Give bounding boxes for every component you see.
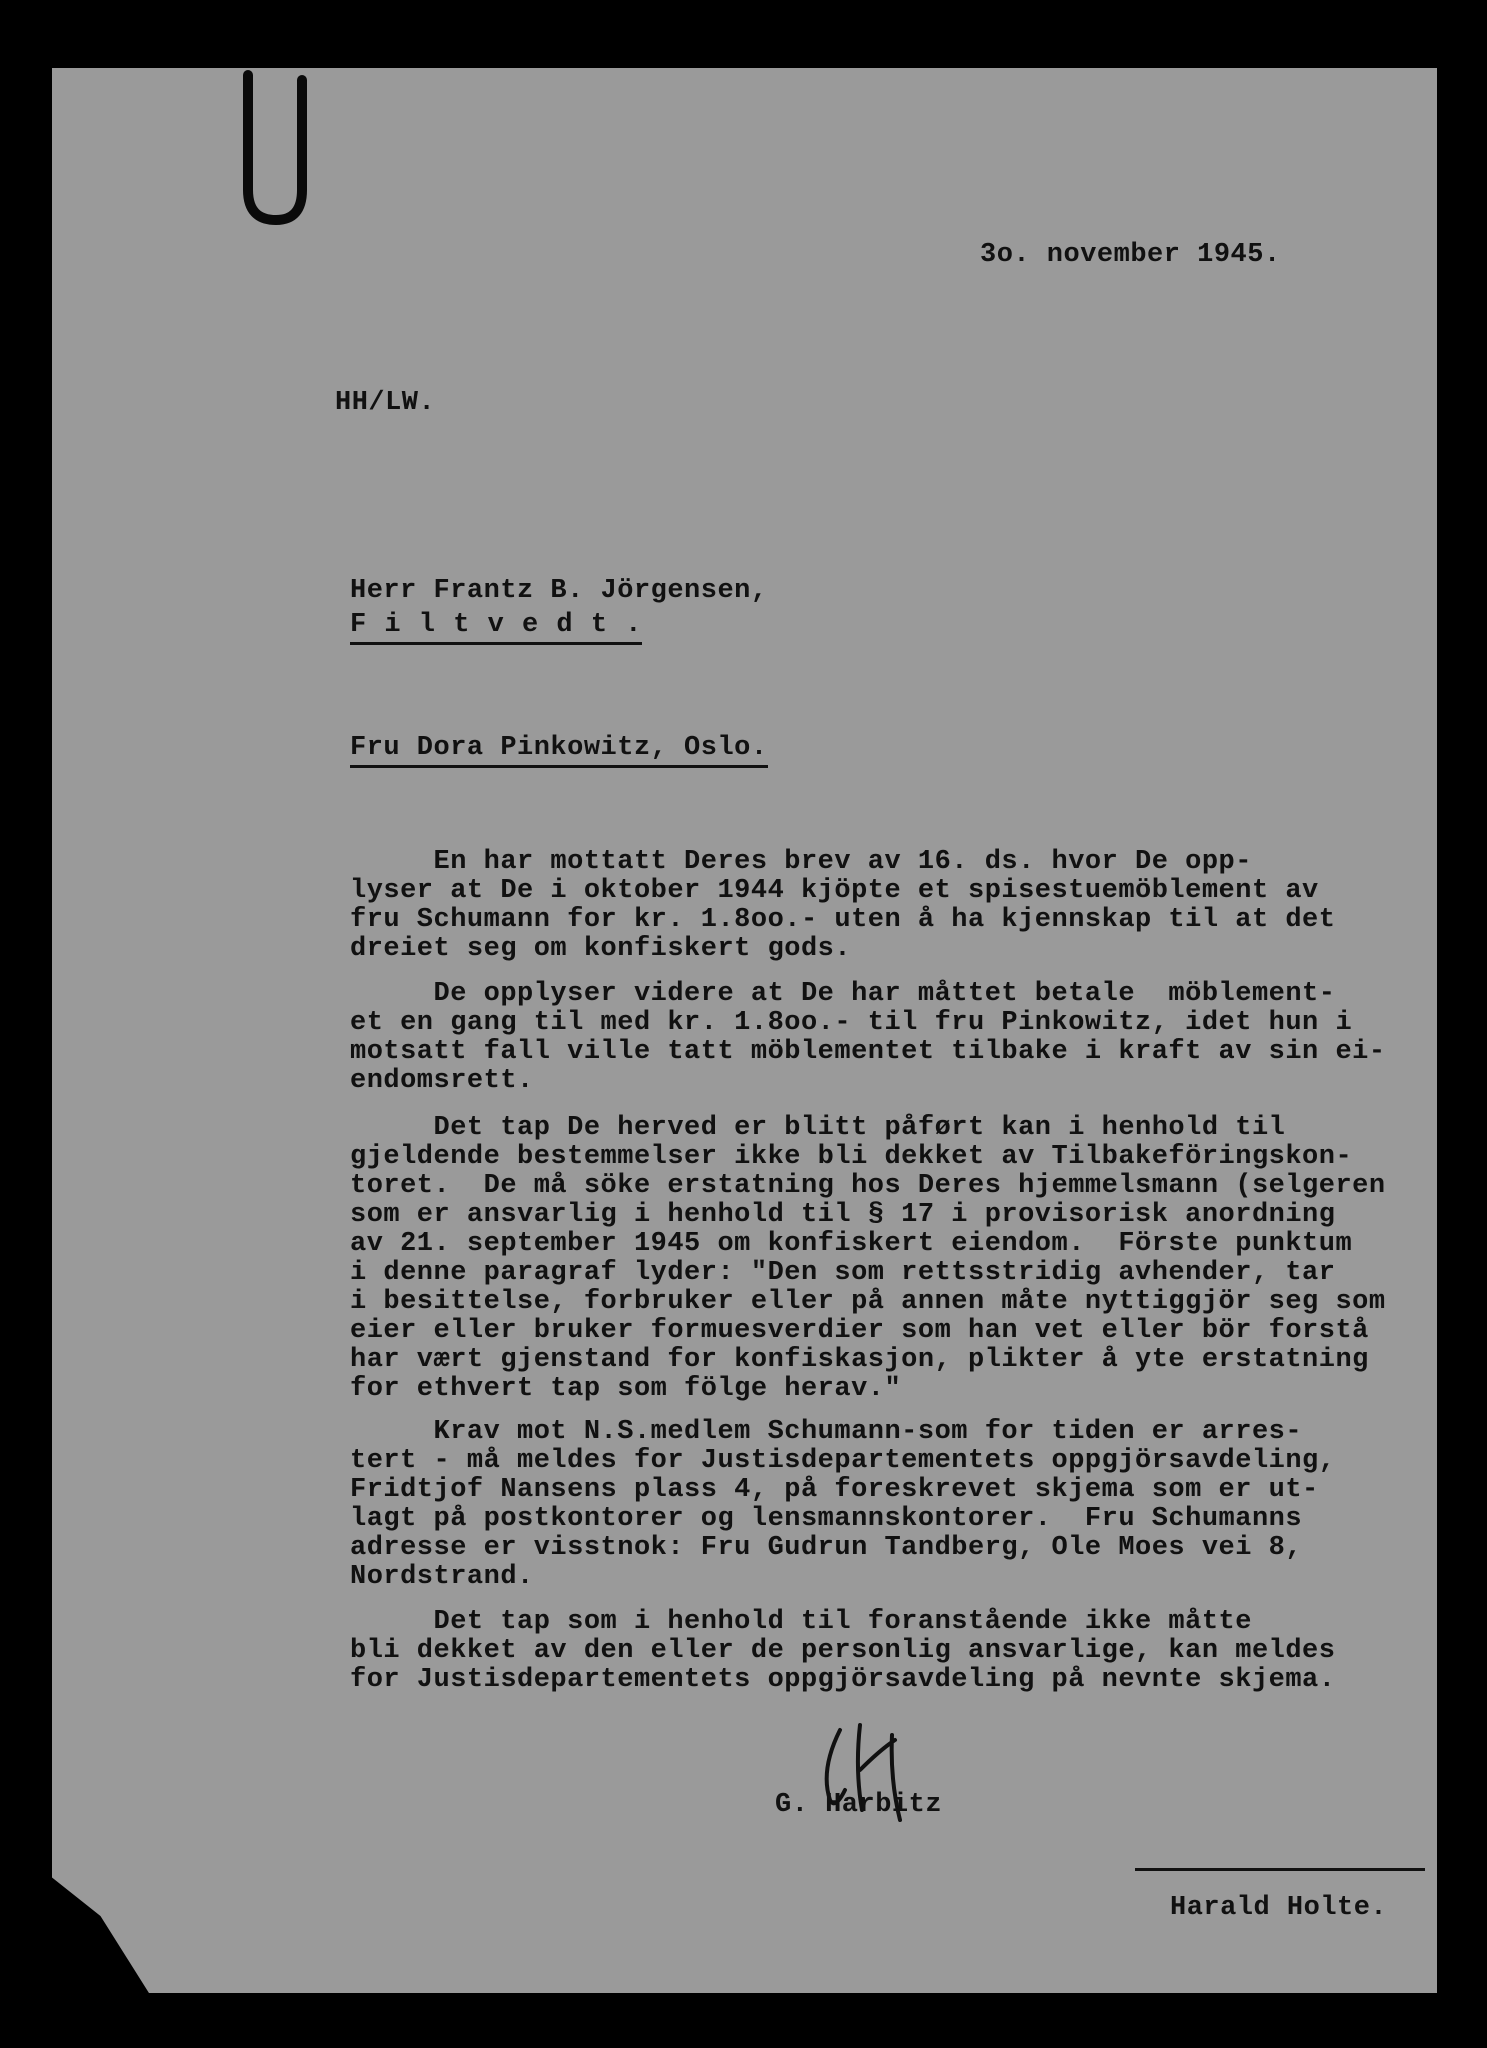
paragraph-3: Det tap De herved er blitt påført kan i henhold til gjeldende bestemmelser ikke bli dekket av Tilbakeföringskon- toret. De må söke erstatning hos Deres hjemmelsmann (selgeren som er ansvarlig i henhold til § 17 i provisorisk anordning av 21. september 1945 om konfiskert eiendom. Förste punktum i denne paragraf lyder: "Den som rettsstridig avhender, tar i besittelse, forbruker eller på annen måte nyttiggjör seg som eier eller bruker formuesverdier som han vet eller bör forstå har vært gjenstand for konfiskasjon, plikter å yte erstatning for ethvert tap som fölge herav.": [350, 1113, 1386, 1404]
paragraph-4: Krav mot N.S.medlem Schumann-som for tiden er arres- tert - må meldes for Justisdepartementets oppgjörsavdeling, Fridtjof Nansens plass 4, på foreskrevet skjema som er ut- lagt på postkontorer og lensmannskontorer. Fru Schumanns adresse er visstnok: Fru Gudrun Tandberg, Ole Moes vei 8, Nordstrand.: [350, 1417, 1336, 1592]
signatory-name: G. Harbitz: [775, 1790, 943, 1820]
sender-name: Harald Holte.: [1170, 1893, 1388, 1923]
paper-clip-icon: [240, 70, 320, 230]
paragraph-5: Det tap som i henhold til foranstående ikke måtte bli dekket av den eller de personlig ansvarlige, kan meldes for Justisdepartementets oppgjörsavdeling på nevnte skjema.: [350, 1607, 1336, 1695]
paragraph-2: De opplyser videre at De har måttet betale möblement- et en gang til med kr. 1.8oo.- til fru Pinkowitz, idet hun i motsatt fall ville tatt möblementet tilbake i kraft av sin ei- endomsrett.: [350, 979, 1386, 1096]
recipient-place: F i l t v e d t .: [350, 610, 642, 645]
signature-line: [1135, 1868, 1425, 1871]
letter-subject: Fru Dora Pinkowitz, Oslo.: [350, 733, 768, 768]
reference-code: HH/LW.: [335, 388, 436, 418]
recipient-name: Herr Frantz B. Jörgensen,: [350, 576, 768, 606]
letter-date: 3o. november 1945.: [980, 240, 1281, 270]
paragraph-1: En har mottatt Deres brev av 16. ds. hvor De opp- lyser at De i oktober 1944 kjöpte et spisestuemöblement av fru Schumann for kr. 1.8oo.- uten å ha kjennskap til at det dreiet seg om konfiskert gods.: [350, 847, 1336, 964]
